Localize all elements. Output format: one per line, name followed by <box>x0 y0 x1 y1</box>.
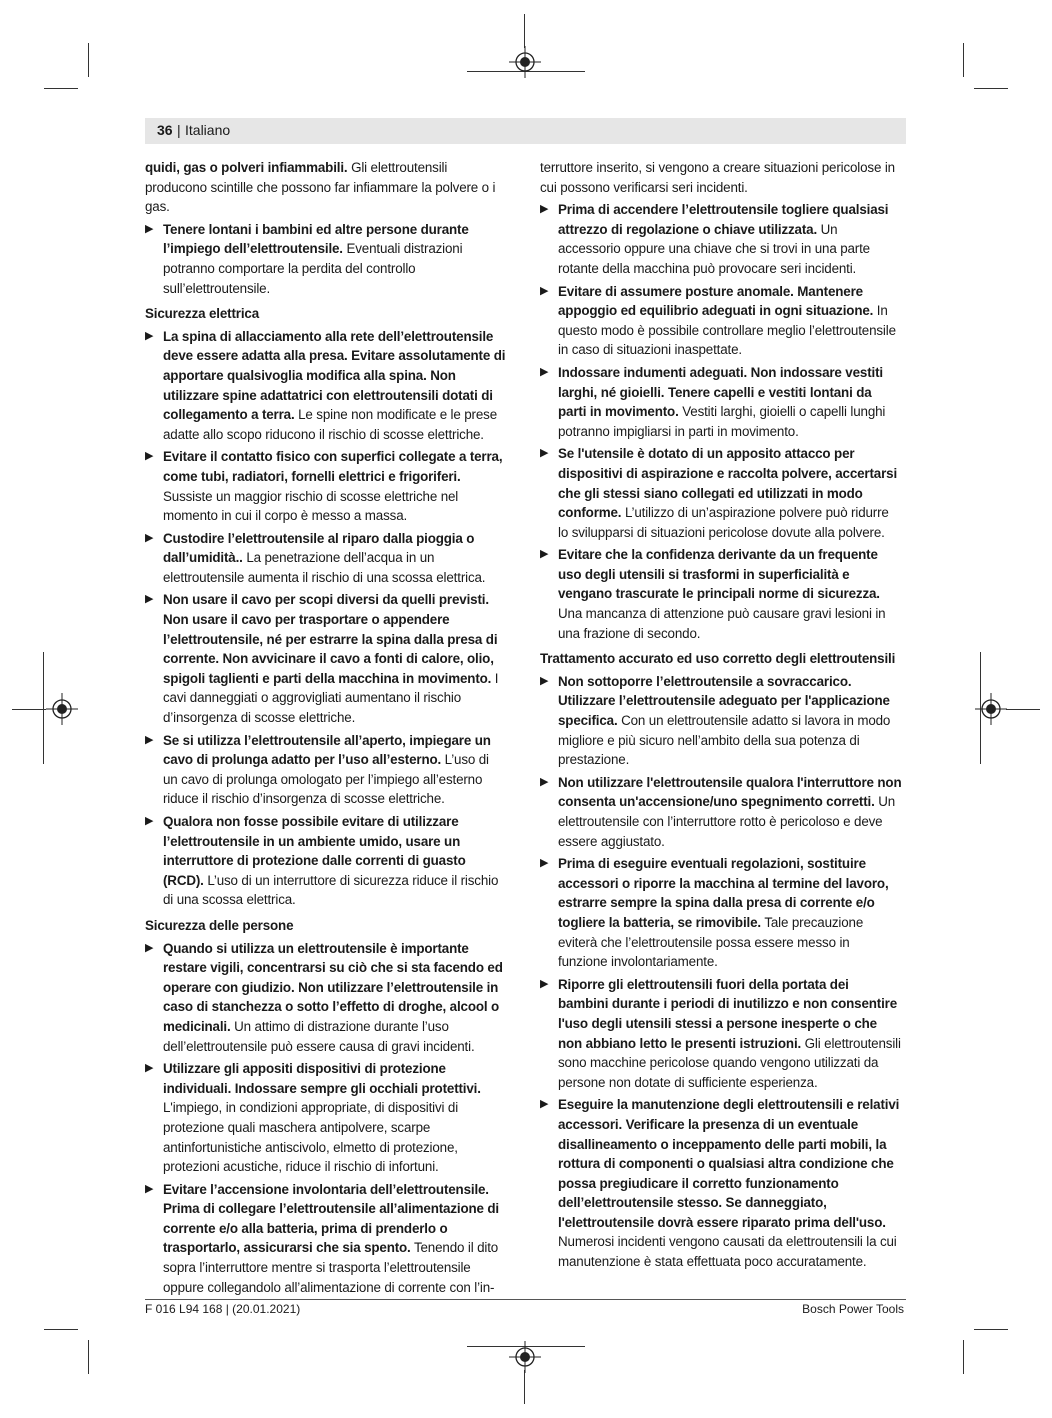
intro-bold: quidi, gas o polveri infiammabili. <box>145 160 348 175</box>
list-item <box>145 529 507 588</box>
bullet-triangle-icon: ▶ <box>145 815 154 827</box>
item-text: L’uso di un interruttore di sicurezza riduce il rischio di una scossa elettrica. <box>163 872 499 908</box>
item-bold: Qualora non fosse possibile evitare di utilizzare l’elettroutensile in un ambiente umido, usare un interruttore di protezione dalle correnti di guasto (RCD). <box>163 814 466 888</box>
item-text: Sussiste un maggior rischio di scosse elettriche nel momento in cui il corpo è messo a massa. <box>163 488 459 524</box>
item-text: L’uso di un cavo di prolunga omologato per l’impiego all’esterno riduce il rischio d’insorgenza di scosse elettriche. <box>163 752 489 807</box>
list-item <box>145 1180 507 1298</box>
right-column <box>540 158 902 1275</box>
item-bold: Prima di accendere l’elettroutensile togliere qualsiasi attrezzo di regolazione o chiave utilizzata. <box>558 202 889 237</box>
list-item <box>145 327 507 445</box>
item-text: Un accessorio oppure una chiave che si trovi in una parte rotante della macchina può provocare seri incidenti. <box>558 221 870 276</box>
crop-mark <box>1006 709 1040 710</box>
item-text: Con un elettroutensile adatto si lavora in modo migliore e più sicuro nell’ambito della sua potenza di prestazione. <box>558 713 891 768</box>
item-bold: Riporre gli elettroutensili fuori della portata dei bambini durante i periodi di inutilizzo e non consentire l'uso degli utensili stessi a persone inesperte o che non abbiano letto le presenti istruzioni. <box>558 976 898 1051</box>
crop-mark <box>963 1340 964 1374</box>
bullet-triangle-icon: ▶ <box>145 222 154 235</box>
item-bold: Non usare il cavo per scopi diversi da quelli previsti. Non usare il cavo per trasportare o appendere l’elettroutensile, né per estrarre la spina dalla presa di corrente. Non avvicinare il cavo a fonti di calore, olio, spigoli taglienti e parti della macchina in movimento. <box>163 592 498 686</box>
list-item <box>145 447 507 525</box>
crop-mark <box>974 88 1008 89</box>
bullet-triangle-icon: ▶ <box>145 329 154 342</box>
item-text: Le spine non modificate e le prese adatte allo scopo riducono il rischio di scosse elettriche. <box>163 407 497 442</box>
header-separator: | <box>177 122 181 138</box>
bullet-triangle-icon: ▶ <box>540 1098 549 1111</box>
bullet-triangle-icon: ▶ <box>540 775 549 788</box>
item-bold: Non utilizzare l'elettroutensile qualora l'interruttore non consenta un'accensione/uno spegnimento corretti. <box>558 774 902 810</box>
item-bold: Custodire l’elettroutensile al riparo dalla pioggia o dall’umidità.. <box>163 530 475 566</box>
bullet-triangle-icon: ▶ <box>145 593 154 606</box>
bullet-triangle-icon: ▶ <box>145 450 154 463</box>
item-text: Tale precauzione eviterà che l’elettroutensile possa essere messo in funzione involontariamente. <box>558 914 864 970</box>
crop-mark <box>88 1340 89 1374</box>
item-bold: Indossare indumenti adeguati. Non indossare vestiti larghi, né gioielli. Tenere capelli e vestiti lontani da parti in movimento. <box>558 364 883 420</box>
bullet-triangle-icon: ▶ <box>540 284 549 297</box>
item-text: Un elettroutensile con l’interruttore rotto è pericoloso e deve essere aggiustato. <box>558 794 896 849</box>
item-text: L'impiego, in condizioni appropriate, di dispositivi di protezione quali maschera antipolvere, scarpe antinfortunistiche antiscivolo, elmetto di protezione, protezioni acustiche, riduce il rischio di infortuni. <box>163 1100 459 1175</box>
bullet-triangle-icon: ▶ <box>145 531 154 544</box>
bullet-triangle-icon: ▶ <box>540 365 549 378</box>
registration-target-icon <box>509 1341 541 1373</box>
list-item <box>540 672 902 770</box>
section-heading-personal: Sicurezza delle persone <box>145 917 294 933</box>
list-item <box>540 773 902 851</box>
item-bold: La spina di allacciamento alla rete dell’elettroutensile deve essere adatta alla presa. Evitare assolutamente di apportare qualsivoglia modifica alla spina. Non utilizzare spine adattatrici con elettroutensili dotati di collegamento a terra. <box>163 328 506 423</box>
bullet-triangle-icon: ▶ <box>540 548 549 561</box>
list-item <box>540 854 902 972</box>
registration-target-icon <box>975 693 1007 725</box>
list-item <box>540 975 902 1093</box>
list-item <box>145 939 507 1057</box>
item-bold: Evitare il contatto fisico con superfici collegate a terra, come tubi, radiatori, fornelli elettrici e frigoriferi. <box>163 449 503 484</box>
bullet-triangle-icon: ▶ <box>540 674 549 687</box>
bullet-triangle-icon: ▶ <box>540 977 549 990</box>
list-item <box>145 220 507 298</box>
page-header <box>145 118 906 144</box>
item-text: L’utilizzo di un’aspirazione polvere può ridurre lo svilupparsi di situazioni pericolose dovute alla polvere. <box>558 505 889 540</box>
item-bold: Evitare l’accensione involontaria dell’elettroutensile. Prima di collegare l’elettroutensile all’alimentazione di corrente e/o alla batteria, prima di prenderlo o trasportarlo, assicurarsi che sia spento. <box>163 1181 499 1256</box>
list-item <box>540 282 902 360</box>
intro-text: Gli elettroutensili producono scintille che possono far infiammare la polvere o i gas. <box>145 160 496 215</box>
list-item <box>145 731 507 809</box>
list-item <box>540 1095 902 1271</box>
crop-mark <box>12 709 46 710</box>
item-bold: Eseguire la manutenzione degli elettroutensili e relativi accessori. Verificare la presenza di un eventuale disallineamento o inceppamento delle parti mobili, la rottura di componenti o qualsiasi altra condizione che possa pregiudicare il corretto funzionamento dell’elettroutensile stesso. Se danneggiato, l'elettroutensile dovrà essere riparato prima dell'uso. <box>558 1097 900 1230</box>
bullet-triangle-icon: ▶ <box>145 1062 154 1075</box>
item-text: Eventuali distrazioni potranno comportare la perdita del controllo sull’elettroutensile. <box>163 241 463 296</box>
list-item <box>540 545 902 643</box>
item-bold: Utilizzare gli appositi dispositivi di protezione individuali. Indossare sempre gli occhiali protettivi. <box>163 1061 481 1096</box>
crop-mark <box>974 1329 1008 1330</box>
item-bold: Se si utilizza l’elettroutensile all’aperto, impiegare un cavo di prolunga adatto per l’uso all’esterno. <box>163 732 491 768</box>
registration-target-icon <box>509 46 541 78</box>
crop-mark <box>88 43 89 77</box>
crop-mark <box>524 14 525 48</box>
page-number: 36 <box>157 122 173 138</box>
bullet-triangle-icon: ▶ <box>540 447 549 460</box>
bullet-triangle-icon: ▶ <box>145 733 154 746</box>
intro-paragraph <box>145 158 507 217</box>
list-item <box>540 363 902 441</box>
crop-mark <box>43 652 44 764</box>
item-text: La penetrazione dell’acqua in un elettroutensile aumenta il rischio di una scossa elettrica. <box>163 550 486 585</box>
list-item <box>145 812 507 910</box>
left-column <box>145 158 507 1300</box>
footer-doc-code: F 016 L94 168 | (20.01.2021) <box>145 1302 301 1316</box>
bullet-triangle-icon: ▶ <box>540 203 549 216</box>
item-bold: Tenere lontani i bambini ed altre persone durante l’impiego dell’elettroutensile. <box>163 221 469 257</box>
list-item <box>540 444 902 542</box>
item-text: In questo modo è possibile controllare meglio l’elettroutensile in caso di situazioni inaspettate. <box>558 303 896 358</box>
section-heading-electrical: Sicurezza elettrica <box>145 306 260 322</box>
footer-brand: Bosch Power Tools <box>802 1302 904 1316</box>
list-item <box>145 590 507 727</box>
header-language: Italiano <box>185 122 231 138</box>
list-item <box>540 200 902 278</box>
item-text: Vestiti larghi, gioielli o capelli lunghi potranno impigliarsi in parti in movimento. <box>558 404 886 439</box>
item-bold: Se l'utensile è dotato di un apposito attacco per dispositivi di aspirazione e raccolta polvere, accertarsi che gli stessi siano collegati ed utilizzati in modo conforme. <box>558 446 898 521</box>
bullet-triangle-icon: ▶ <box>540 857 549 870</box>
item-text: Un attimo di distrazione durante l’uso dell’elettroutensile può essere causa di gravi incidenti. <box>163 1018 475 1054</box>
item-bold: Evitare che la confidenza derivante da un frequente uso degli utensili si trasformi in superficialità e vengano trascurate le principali norme di sicurezza. <box>558 547 880 602</box>
item-bold: Quando si utilizza un elettroutensile è importante restare vigili, concentrarsi su ciò che si sta facendo ed operare con giudizio. Non utilizzare l’elettroutensile in caso di stanchezza o sotto l’effetto di droghe, alcool o medicinali. <box>163 940 503 1034</box>
crop-mark <box>44 1329 78 1330</box>
continuation-paragraph: terruttore inserito, si vengono a creare situazioni pericolose in cui possono verificarsi seri incidenti. <box>540 160 895 195</box>
item-text: I cavi danneggiati o aggrovigliati aumentano il rischio d’insorgenza di scosse elettriche. <box>163 670 499 726</box>
item-text: Tenendo il dito sopra l’interruttore mentre si trasporta l’elettroutensile oppure collegandolo all’alimentazione di corrente con l’in- <box>163 1240 499 1295</box>
item-text: Numerosi incidenti vengono causati da elettroutensili la cui manutenzione è stata effettuata poco accuratamente. <box>558 1234 897 1270</box>
item-bold: Prima di eseguire eventuali regolazioni, sostituire accessori o riporre la macchina al termine del lavoro, estrarre sempre la spina dalla presa di corrente e/o togliere la batteria, se rimovibile. <box>558 856 889 930</box>
item-bold: Non sottoporre l’elettroutensile a sovraccarico. Utilizzare l’elettroutensile adeguato per l'applicazione specifica. <box>558 673 890 729</box>
footer-divider <box>145 1299 906 1300</box>
crop-mark <box>44 88 78 89</box>
item-text: Una mancanza di attenzione può causare gravi lesioni in una frazione di secondo. <box>558 606 886 641</box>
bullet-triangle-icon: ▶ <box>145 941 154 954</box>
item-text: Gli elettroutensili sono macchine pericolose quando vengono utilizzati da persone non dotate di sufficiente esperienza. <box>558 1035 901 1090</box>
bullet-triangle-icon: ▶ <box>145 1182 154 1195</box>
crop-mark <box>524 1370 525 1404</box>
item-bold: Evitare di assumere posture anomale. Mantenere appoggio ed equilibrio adeguati in ogni situazione. <box>558 283 874 319</box>
crop-mark <box>963 43 964 77</box>
section-heading-tool-use: Trattamento accurato ed uso corretto degli elettroutensili <box>540 651 896 667</box>
registration-target-icon <box>46 693 78 725</box>
list-item <box>145 1059 507 1177</box>
